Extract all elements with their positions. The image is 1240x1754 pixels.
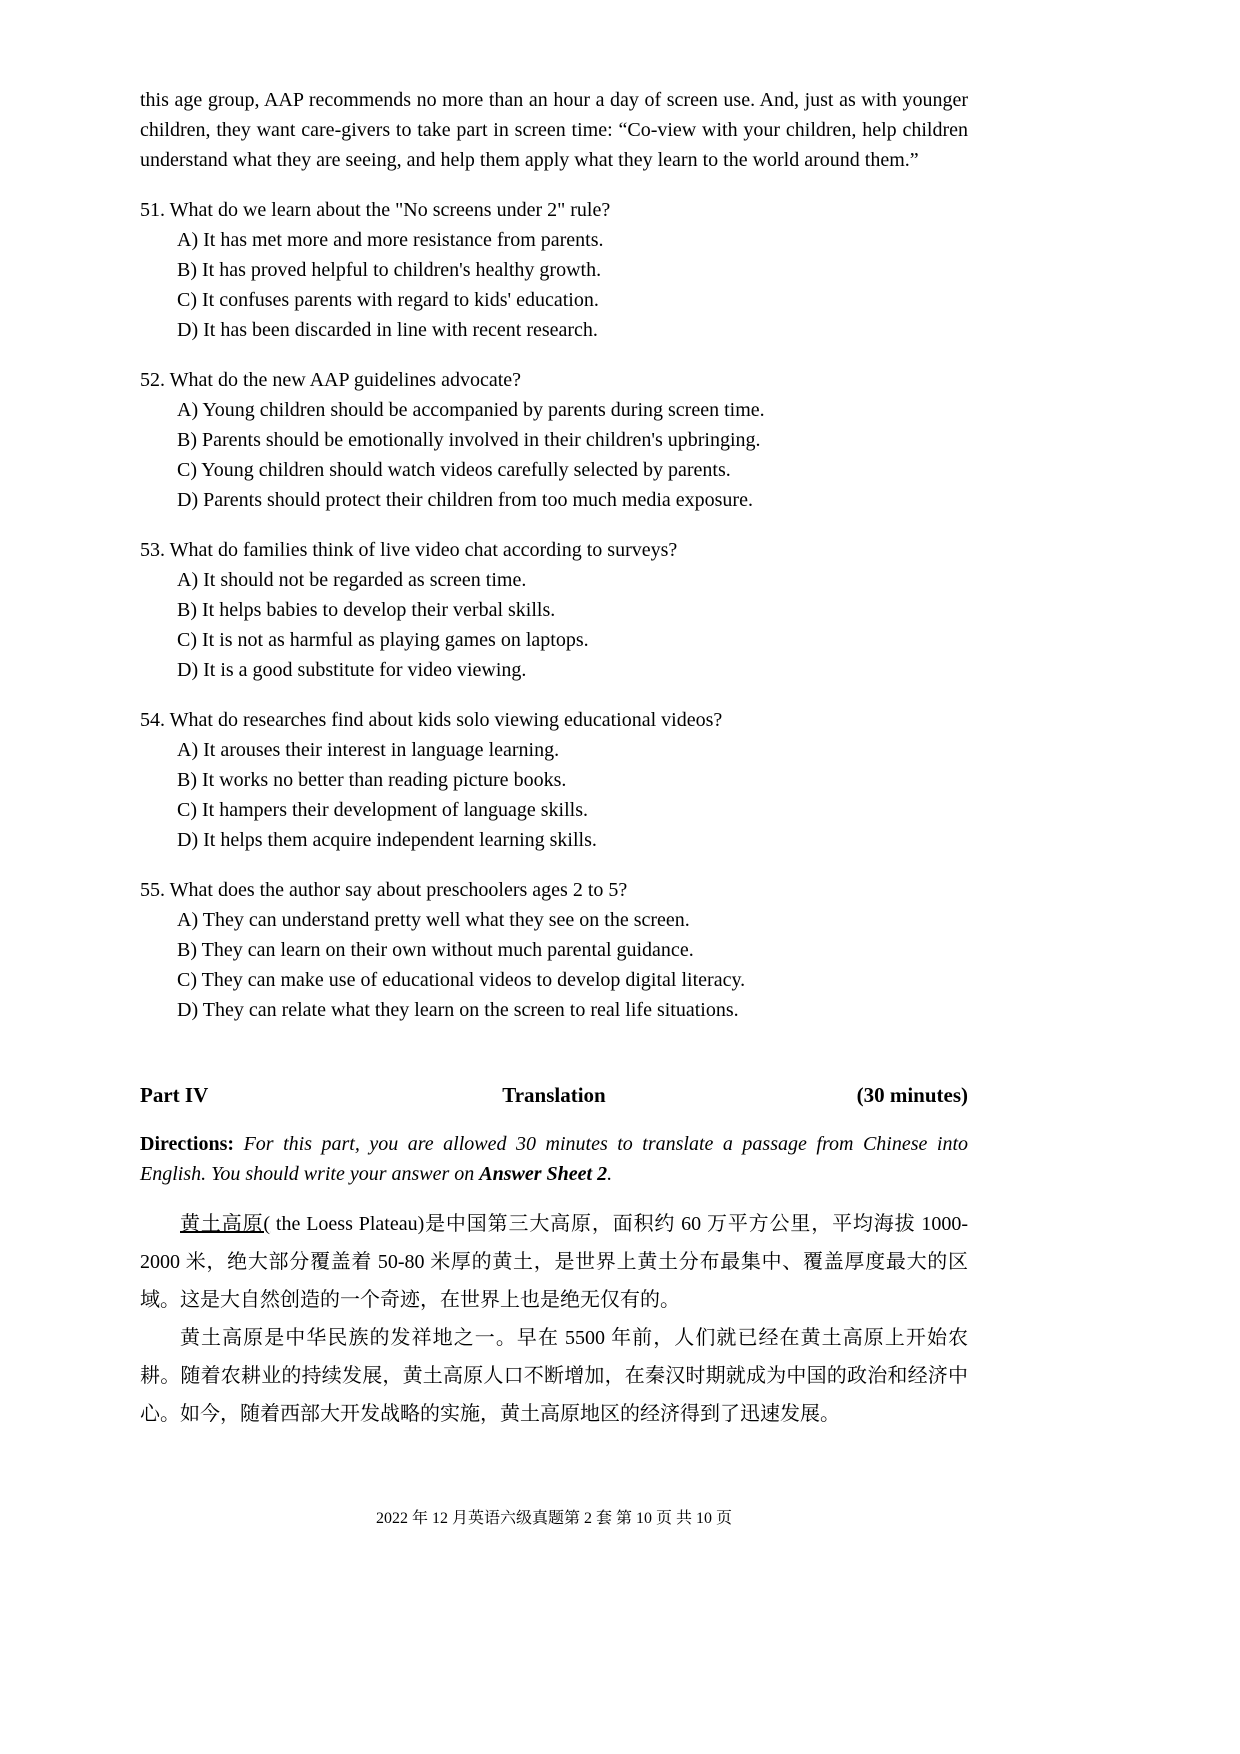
question-option: D) It is a good substitute for video viewing.: [177, 659, 527, 681]
loess-plateau-underlined-term: 黄土高原(: [180, 1213, 271, 1235]
part-header: [140, 1083, 968, 1115]
question-option: B) It works no better than reading picture books.: [177, 769, 567, 791]
part-label: Part IV: [140, 1083, 209, 1107]
answer-sheet-reference: Answer Sheet 2: [479, 1163, 608, 1185]
question-option: A) It has met more and more resistance from parents.: [177, 229, 604, 251]
page-footer: 2022 年 12 月英语六级真题第 2 套 第 10 页 共 10 页: [375, 1510, 732, 1527]
question-block: [140, 535, 968, 685]
questions-section: [140, 195, 968, 1025]
intro-paragraph: this age group, AAP recommends no more than an hour a day of screen use. And, just as with younger children, they want care-givers to take part in screen time: “Co-view with your children, help children understand what they are seeing, and help them apply what they learn to the world around them.”: [140, 89, 968, 171]
part-duration: (30 minutes): [856, 1083, 968, 1107]
passage-paragraph-1: [140, 1205, 968, 1319]
question-option: C) They can make use of educational videos to develop digital literacy.: [177, 969, 746, 991]
part-title: Translation: [502, 1083, 606, 1107]
question-option: B) It has proved helpful to children's healthy growth.: [177, 259, 602, 281]
question-option: C) It is not as harmful as playing games on laptops.: [177, 629, 589, 651]
question-option: B) Parents should be emotionally involved in their children's upbringing.: [177, 429, 761, 451]
question-option: D) Parents should protect their children from too much media exposure.: [177, 489, 753, 511]
directions-period: .: [607, 1163, 613, 1185]
directions-label: Directions:: [140, 1133, 235, 1155]
question-block: [140, 705, 968, 855]
passage-paragraph-1-text: the Loess Plateau)是中国第三大高原，面积约 60 万平方公里，平均海拔 1000-2000 米，绝大部分覆盖着 50-80 米厚的黄土，是世界上黄土分布最集中、覆盖厚度最大的区域。这是大自然创造的一个奇迹，在世界上也是绝无仅有的。: [140, 1213, 968, 1311]
question-option: A) They can understand pretty well what they see on the screen.: [177, 909, 690, 931]
question-option: A) Young children should be accompanied by parents during screen time.: [177, 399, 765, 421]
question-option: D) It helps them acquire independent learning skills.: [177, 829, 597, 851]
question-block: [140, 195, 968, 345]
question-option: B) They can learn on their own without much parental guidance.: [177, 939, 694, 961]
question-block: [140, 875, 968, 1025]
question-option: C) It hampers their development of language skills.: [177, 799, 589, 821]
question-option: D) It has been discarded in line with recent research.: [177, 319, 598, 341]
question-block: [140, 365, 968, 515]
question-option: B) It helps babies to develop their verbal skills.: [177, 599, 556, 621]
question-option: A) It should not be regarded as screen time.: [177, 569, 527, 591]
question-stem: 52. What do the new AAP guidelines advocate?: [140, 369, 522, 391]
directions-paragraph: [140, 1129, 968, 1189]
question-stem: 53. What do families think of live video chat according to surveys?: [140, 539, 678, 561]
question-option: C) It confuses parents with regard to kids' education.: [177, 289, 599, 311]
translation-passage: [140, 1205, 968, 1433]
directions-body: For this part, you are allowed 30 minutes to translate a passage from Chinese into English. You should write your answer on: [140, 1133, 968, 1185]
question-stem: 51. What do we learn about the "No screens under 2" rule?: [140, 199, 611, 221]
question-option: D) They can relate what they learn on the screen to real life situations.: [177, 999, 739, 1021]
passage-paragraph-2: 黄土高原是中华民族的发祥地之一。早在 5500 年前，人们就已经在黄土高原上开始农耕。随着农耕业的持续发展，黄土高原人口不断增加，在秦汉时期就成为中国的政治和经济中心。如今，随着西部大开发战略的实施，黄土高原地区的经济得到了迅速发展。: [140, 1327, 968, 1425]
question-option: C) Young children should watch videos carefully selected by parents.: [177, 459, 731, 481]
question-stem: 54. What do researches find about kids solo viewing educational videos?: [140, 709, 723, 731]
question-stem: 55. What does the author say about preschoolers ages 2 to 5?: [140, 879, 628, 901]
question-option: A) It arouses their interest in language learning.: [177, 739, 560, 761]
